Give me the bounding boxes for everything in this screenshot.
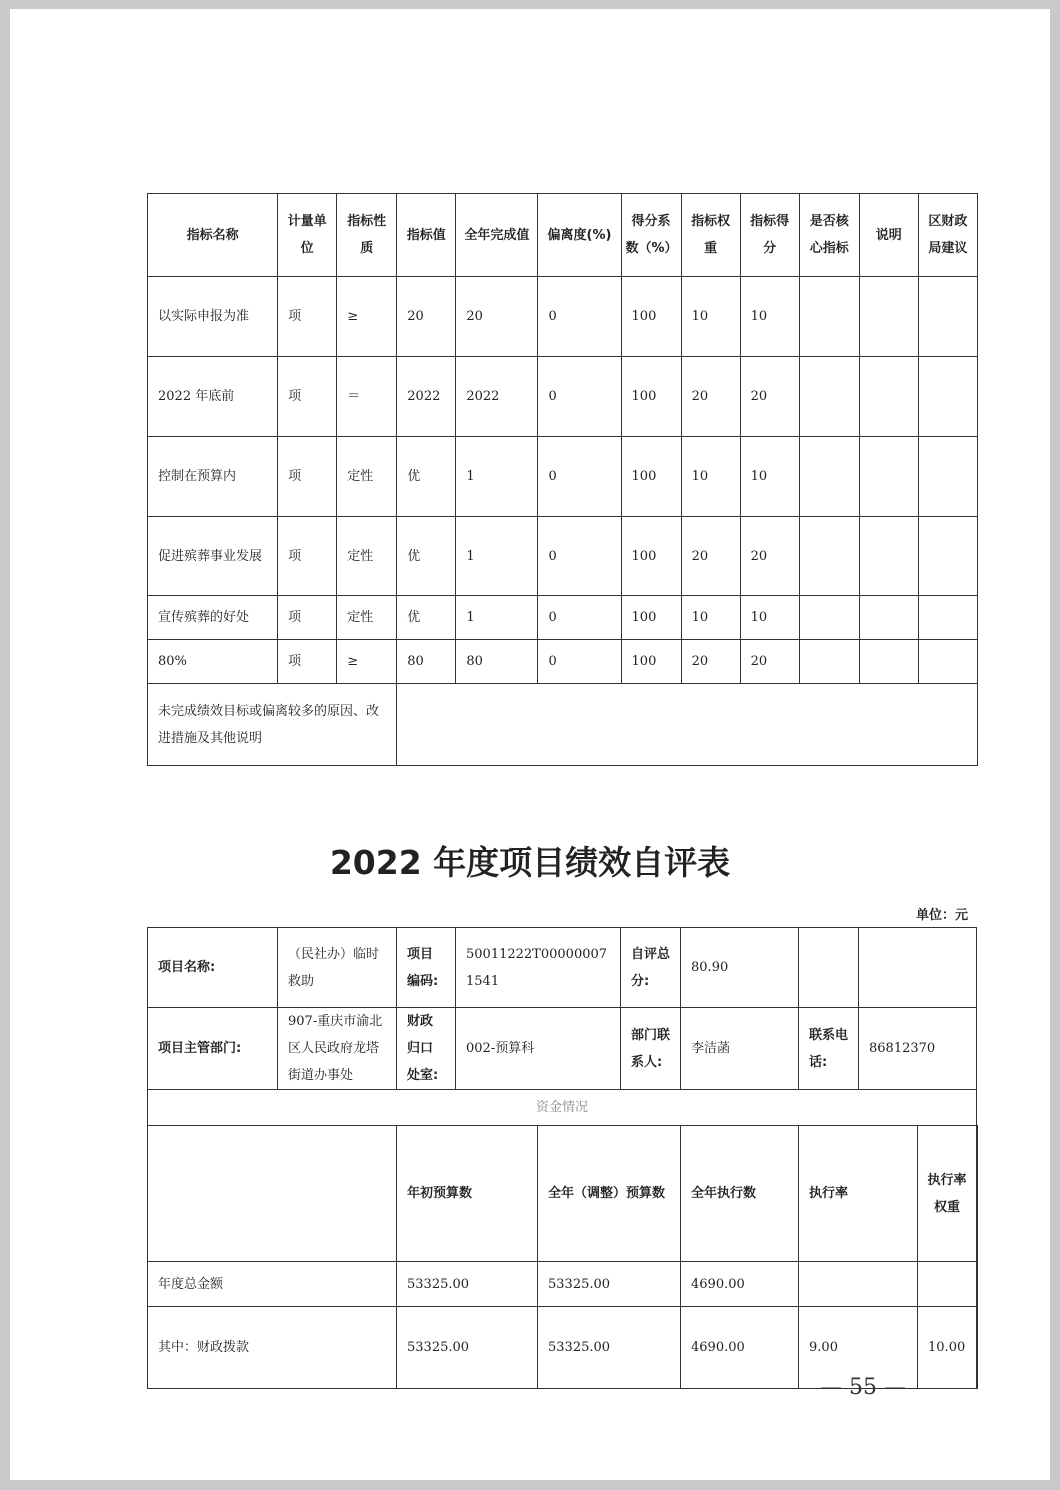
table-cell — [799, 1262, 918, 1307]
table-cell — [977, 1262, 978, 1307]
table-cell — [859, 596, 918, 640]
table-cell — [918, 277, 977, 357]
office-label: 财政归口处室: — [397, 1008, 456, 1090]
funds-section-row — [148, 1090, 978, 1126]
table-cell — [918, 357, 977, 437]
table-row — [148, 640, 978, 684]
table-cell — [918, 596, 977, 640]
table-cell: 项 — [278, 437, 337, 517]
table-cell: 100 — [621, 596, 681, 640]
table-cell: 100 — [621, 640, 681, 684]
funds-section-label: 资金情况 — [148, 1090, 977, 1126]
table-cell: 项 — [278, 640, 337, 684]
table-cell: 10.00 — [918, 1307, 977, 1389]
table-cell: 10 — [740, 596, 799, 640]
page-title: 2022 年度项目绩效自评表 — [329, 843, 731, 882]
table-cell: 年度总金额 — [148, 1262, 397, 1307]
table-cell: 2022 — [397, 357, 456, 437]
table-cell — [859, 277, 918, 357]
header-cell: 全年执行数 — [681, 1126, 799, 1262]
table-cell: 定性 — [337, 517, 397, 596]
table-cell: 20 — [740, 357, 799, 437]
table-cell — [859, 640, 918, 684]
table-cell — [799, 437, 859, 517]
table-row — [148, 357, 978, 437]
table-cell: 100 — [621, 277, 681, 357]
table-cell: 优 — [397, 517, 456, 596]
table-row — [148, 277, 978, 357]
table-row — [148, 596, 978, 640]
table-cell: 0 — [538, 517, 621, 596]
table-cell — [799, 357, 859, 437]
header-cell: 年初预算数 — [397, 1126, 538, 1262]
table-cell: ≥ — [337, 277, 397, 357]
table-cell: 80% — [148, 640, 278, 684]
table-cell: 1 — [456, 437, 538, 517]
project-code-value: 50011222T000000071541 — [456, 928, 621, 1008]
header-cell: 指标得分 — [740, 194, 799, 277]
table-cell: 80 — [456, 640, 538, 684]
table-cell: 20 — [740, 640, 799, 684]
project-name-label: 项目名称: — [148, 928, 278, 1008]
table-cell: 2022 年底前 — [148, 357, 278, 437]
header-cell: 偏离度(%) — [538, 194, 621, 277]
header-cell: 是否核心指标 — [799, 194, 859, 277]
table-cell — [799, 596, 859, 640]
dept-value: 907-重庆市渝北区人民政府龙塔街道办事处 — [278, 1008, 397, 1090]
document-page — [10, 9, 1050, 1480]
table-cell: 0 — [538, 640, 621, 684]
header-cell: 执行率 — [799, 1126, 918, 1262]
table-cell: 项 — [278, 517, 337, 596]
score-value: 80.90 — [681, 928, 799, 1008]
header-cell: 得分系数（%） — [621, 194, 681, 277]
header-cell: 计量单位 — [278, 194, 337, 277]
table-cell: 10 — [681, 437, 740, 517]
table-cell: 10 — [681, 596, 740, 640]
header-cell: 指标性质 — [337, 194, 397, 277]
table-cell — [799, 277, 859, 357]
table-cell: 53325.00 — [397, 1262, 538, 1307]
table-cell: 1 — [456, 517, 538, 596]
empty-cell — [859, 928, 977, 1008]
table-cell: 10 — [740, 437, 799, 517]
table-cell: 定性 — [337, 437, 397, 517]
table-cell: 0 — [538, 596, 621, 640]
funds-header-row — [148, 1126, 978, 1262]
table-cell: 100 — [621, 437, 681, 517]
table-cell — [918, 1262, 977, 1307]
table-cell: ≥ — [337, 640, 397, 684]
table-cell: 100 — [621, 357, 681, 437]
project-info-row — [148, 928, 978, 1008]
table-cell — [977, 1307, 978, 1389]
header-cell: 执行率权重 — [918, 1126, 977, 1262]
project-table — [147, 927, 978, 1389]
table-row — [148, 437, 978, 517]
empty-cell — [799, 928, 859, 1008]
table-cell: 促进殡葬事业发展 — [148, 517, 278, 596]
project-name-value: （民社办）临时救助 — [278, 928, 397, 1008]
header-cell: 说明 — [859, 194, 918, 277]
table-cell: 20 — [740, 517, 799, 596]
contact-label: 部门联系人: — [621, 1008, 681, 1090]
header-cell — [977, 1126, 978, 1262]
table-cell: 10 — [681, 277, 740, 357]
header-cell — [148, 1126, 397, 1262]
project-dept-row — [148, 1008, 978, 1090]
table-cell: 0 — [538, 357, 621, 437]
table-cell — [918, 437, 977, 517]
footer-row — [148, 684, 978, 766]
header-cell: 指标名称 — [148, 194, 278, 277]
table-cell: 20 — [681, 517, 740, 596]
indicator-header-row — [148, 194, 978, 277]
project-code-label: 项目编码: — [397, 928, 456, 1008]
table-cell: ＝ — [337, 357, 397, 437]
table-cell: 20 — [397, 277, 456, 357]
table-cell: 4690.00 — [681, 1307, 799, 1389]
table-cell: 定性 — [337, 596, 397, 640]
score-label: 自评总分: — [621, 928, 681, 1008]
table-cell: 10 — [740, 277, 799, 357]
table-cell: 4690.00 — [681, 1262, 799, 1307]
footer-value — [397, 684, 978, 766]
table-cell: 80 — [397, 640, 456, 684]
phone-label: 联系电话: — [799, 1008, 859, 1090]
table-cell: 优 — [397, 596, 456, 640]
table-cell — [799, 640, 859, 684]
phone-value: 86812370 — [859, 1008, 977, 1090]
table-cell — [859, 437, 918, 517]
footer-label: 未完成绩效目标或偏离较多的原因、改进措施及其他说明 — [148, 684, 397, 766]
table-cell: 9.00 — [799, 1307, 918, 1389]
table-cell: 53325.00 — [538, 1307, 681, 1389]
table-cell: 项 — [278, 357, 337, 437]
indicator-table — [147, 193, 978, 766]
table-row — [148, 1262, 978, 1307]
header-cell: 指标值 — [397, 194, 456, 277]
table-cell: 控制在预算内 — [148, 437, 278, 517]
header-cell: 区财政局建议 — [918, 194, 977, 277]
page-number: — 55 — — [820, 1375, 906, 1400]
office-value: 002-预算科 — [456, 1008, 621, 1090]
unit-label: 单位：元 — [915, 908, 968, 923]
table-cell: 20 — [681, 640, 740, 684]
table-cell: 0 — [538, 437, 621, 517]
table-cell: 其中：财政拨款 — [148, 1307, 397, 1389]
table-cell — [918, 517, 977, 596]
table-cell — [859, 357, 918, 437]
table-cell: 20 — [681, 357, 740, 437]
table-cell: 53325.00 — [397, 1307, 538, 1389]
table-cell — [799, 517, 859, 596]
table-cell: 以实际申报为准 — [148, 277, 278, 357]
table-cell: 20 — [456, 277, 538, 357]
table-cell: 优 — [397, 437, 456, 517]
dept-label: 项目主管部门: — [148, 1008, 278, 1090]
header-cell: 全年完成值 — [456, 194, 538, 277]
table-cell: 53325.00 — [538, 1262, 681, 1307]
table-cell — [859, 517, 918, 596]
table-row — [148, 517, 978, 596]
table-cell: 项 — [278, 596, 337, 640]
header-cell: 全年（调整）预算数 — [538, 1126, 681, 1262]
table-cell: 1 — [456, 596, 538, 640]
contact-value: 李洁菡 — [681, 1008, 799, 1090]
table-cell: 0 — [538, 277, 621, 357]
header-cell: 指标权重 — [681, 194, 740, 277]
table-cell: 宣传殡葬的好处 — [148, 596, 278, 640]
table-cell: 100 — [621, 517, 681, 596]
table-cell — [918, 640, 977, 684]
table-cell: 项 — [278, 277, 337, 357]
table-cell: 2022 — [456, 357, 538, 437]
